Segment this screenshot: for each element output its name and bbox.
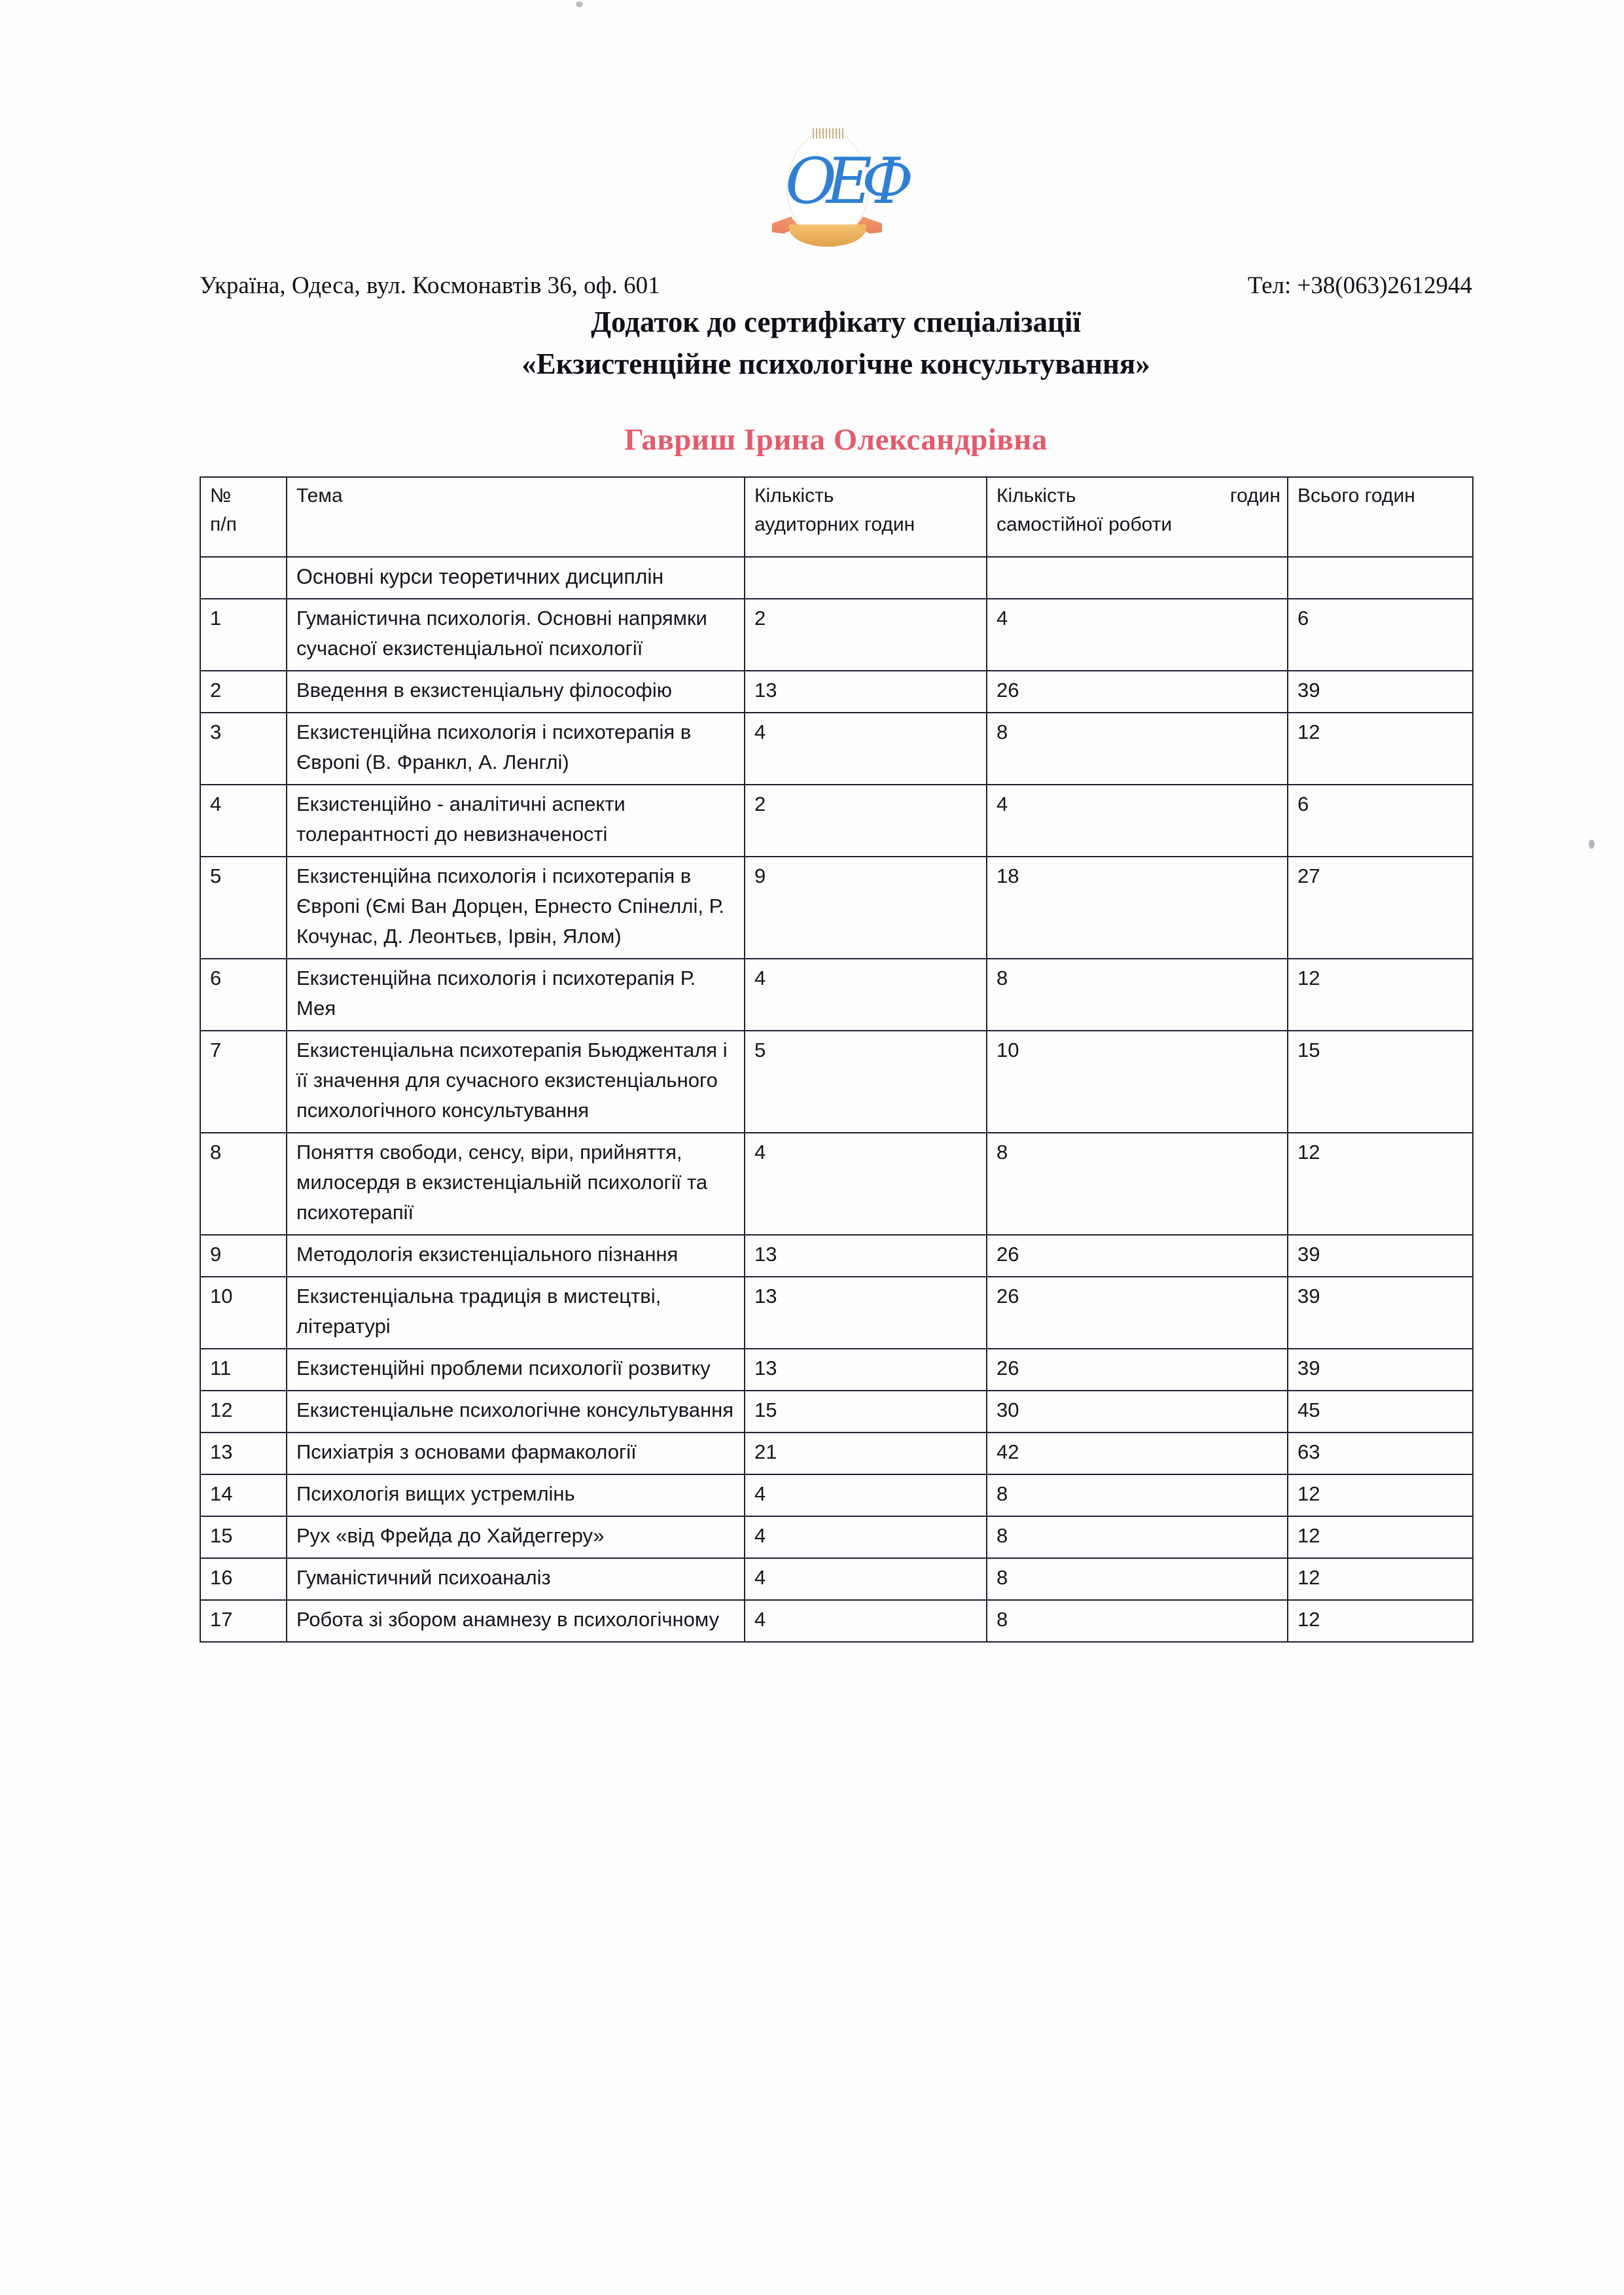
- row-total-hours: 39: [1288, 1235, 1473, 1277]
- column-header-theme: [287, 477, 745, 557]
- row-auditorium-hours: 4: [745, 1516, 987, 1558]
- row-self-study-hours: 26: [987, 1235, 1288, 1277]
- column-header-number-line1: №: [210, 485, 232, 507]
- document-title-line2: «Екзистенційне психологічне консультування»: [521, 347, 1150, 380]
- section-row-total: [1288, 557, 1473, 599]
- section-row-aud: [745, 557, 987, 599]
- address-text: Україна, Одеса, вул. Космонавтів 36, оф. 601: [200, 272, 660, 299]
- row-auditorium-hours: 4: [745, 1474, 987, 1516]
- row-self-study-hours: 8: [987, 1133, 1288, 1235]
- row-total-hours: 27: [1288, 857, 1473, 959]
- row-theme: Екзистенційна психологія і психотерапія в Європі (Ємі Ван Дорцен, Ернесто Спінеллі, Р. Кочунас, Д. Леонтьєв, Ірвін, Ялом): [287, 857, 745, 959]
- row-self-study-hours: 8: [987, 1600, 1288, 1642]
- row-number: 7: [200, 1031, 287, 1133]
- row-theme: Екзистенційна психологія і психотерапія Р. Мея: [287, 959, 745, 1031]
- table-row: [200, 1277, 1473, 1349]
- row-total-hours: 12: [1288, 1516, 1473, 1558]
- row-theme: Методологія екзистенціального пізнання: [287, 1235, 745, 1277]
- row-theme: Екзистенціальна психотерапія Бьюдженталя і її значення для сучасного екзистенціального психологічного консультування: [287, 1031, 745, 1133]
- row-total-hours: 6: [1288, 599, 1473, 671]
- row-auditorium-hours: 13: [745, 1349, 987, 1391]
- column-header-number-line2: п/п: [210, 514, 237, 535]
- row-self-study-hours: 30: [987, 1391, 1288, 1432]
- row-total-hours: 45: [1288, 1391, 1473, 1432]
- column-header-auditorium-hours-line1: Кількість: [754, 485, 834, 507]
- row-theme: Екзистенціальне психологічне консультування: [287, 1391, 745, 1432]
- document-title: [200, 302, 1472, 383]
- table-row: [200, 1474, 1473, 1516]
- table-row: [200, 1031, 1473, 1133]
- row-self-study-hours: 8: [987, 1516, 1288, 1558]
- row-total-hours: 6: [1288, 785, 1473, 857]
- logo-ribbon-icon: [772, 215, 882, 249]
- document-title-line1: Додаток до сертифікату спеціалізації: [591, 306, 1081, 338]
- table-row: [200, 713, 1473, 785]
- row-auditorium-hours: 4: [745, 713, 987, 785]
- table-header-row: [200, 477, 1473, 557]
- contact-line: [200, 272, 1472, 300]
- logo-crown-icon: [813, 128, 844, 139]
- row-self-study-hours: 4: [987, 785, 1288, 857]
- row-auditorium-hours: 4: [745, 1133, 987, 1235]
- curriculum-hours-table: [200, 476, 1474, 1643]
- table-row: [200, 857, 1473, 959]
- row-total-hours: 15: [1288, 1031, 1473, 1133]
- column-header-total-hours-line1: Всього годин: [1297, 485, 1415, 507]
- row-auditorium-hours: 4: [745, 1600, 987, 1642]
- column-header-self-study-hours: [987, 477, 1288, 557]
- row-total-hours: 39: [1288, 671, 1473, 713]
- table-row: [200, 1516, 1473, 1558]
- table-row: [200, 959, 1473, 1031]
- row-auditorium-hours: 4: [745, 959, 987, 1031]
- table-row: [200, 1391, 1473, 1432]
- column-header-self-study-hours-line2: самостійної роботи: [997, 514, 1173, 535]
- row-self-study-hours: 26: [987, 1349, 1288, 1391]
- row-self-study-hours: 8: [987, 1474, 1288, 1516]
- table-row: [200, 785, 1473, 857]
- column-header-self-study-hours-line1: Кількість годин: [997, 485, 1280, 507]
- column-header-auditorium-hours-line2: аудиторних годин: [754, 514, 915, 535]
- row-self-study-hours: 8: [987, 959, 1288, 1031]
- person-name: Гавриш Ірина Олександрівна: [624, 423, 1048, 457]
- row-theme: Введення в екзистенціальну філософію: [287, 671, 745, 713]
- column-header-auditorium-hours: [745, 477, 987, 557]
- table-row: [200, 1558, 1473, 1600]
- column-header-total-hours: [1288, 477, 1473, 557]
- table-row: [200, 1235, 1473, 1277]
- row-number: 10: [200, 1277, 287, 1349]
- table-row: [200, 1600, 1473, 1642]
- row-auditorium-hours: 2: [745, 785, 987, 857]
- row-auditorium-hours: 9: [745, 857, 987, 959]
- table-row: [200, 671, 1473, 713]
- row-total-hours: 12: [1288, 1600, 1473, 1642]
- column-header-number: [200, 477, 287, 557]
- row-total-hours: 39: [1288, 1349, 1473, 1391]
- table-row: [200, 1432, 1473, 1474]
- logo-monogram: ОЕФ: [785, 145, 904, 218]
- row-auditorium-hours: 13: [745, 671, 987, 713]
- row-number: 15: [200, 1516, 287, 1558]
- table-row: [200, 1133, 1473, 1235]
- row-total-hours: 12: [1288, 959, 1473, 1031]
- row-theme: Екзистенційна психологія і психотерапія в Європі (В. Франкл, А. Ленглі): [287, 713, 745, 785]
- row-total-hours: 39: [1288, 1277, 1473, 1349]
- row-total-hours: 63: [1288, 1432, 1473, 1474]
- row-auditorium-hours: 21: [745, 1432, 987, 1474]
- logo-ribbon-band: [789, 224, 866, 247]
- row-self-study-hours: 42: [987, 1432, 1288, 1474]
- row-number: 12: [200, 1391, 287, 1432]
- row-theme: Поняття свободи, сенсу, віри, прийняття, милосердя в екзистенціальній психології та психотерапії: [287, 1133, 745, 1235]
- row-self-study-hours: 4: [987, 599, 1288, 671]
- row-auditorium-hours: 13: [745, 1277, 987, 1349]
- row-number: 5: [200, 857, 287, 959]
- row-number: 11: [200, 1349, 287, 1391]
- row-theme: Психологія вищих устремлінь: [287, 1474, 745, 1516]
- section-row-title: Основні курси теоретичних дисциплін: [287, 557, 745, 599]
- phone-text: Тел: +38(063)2612944: [1247, 272, 1472, 299]
- institute-emblem-logo: [752, 128, 904, 262]
- row-number: 17: [200, 1600, 287, 1642]
- row-number: 6: [200, 959, 287, 1031]
- row-number: 13: [200, 1432, 287, 1474]
- row-auditorium-hours: 4: [745, 1558, 987, 1600]
- row-auditorium-hours: 5: [745, 1031, 987, 1133]
- column-header-theme-line1: Тема: [296, 485, 343, 507]
- row-theme: Гуманістична психологія. Основні напрямки сучасної екзистенціальної психології: [287, 599, 745, 671]
- scan-artifact-speck: [576, 1, 583, 7]
- row-self-study-hours: 18: [987, 857, 1288, 959]
- row-self-study-hours: 26: [987, 1277, 1288, 1349]
- table-body: [200, 557, 1473, 1642]
- row-theme: Екзистенційні проблеми психології розвитку: [287, 1349, 745, 1391]
- row-auditorium-hours: 13: [745, 1235, 987, 1277]
- row-auditorium-hours: 2: [745, 599, 987, 671]
- row-number: 4: [200, 785, 287, 857]
- row-theme: Психіатрія з основами фармакології: [287, 1432, 745, 1474]
- row-number: 14: [200, 1474, 287, 1516]
- section-row-number: [200, 557, 287, 599]
- row-auditorium-hours: 15: [745, 1391, 987, 1432]
- table-row: [200, 599, 1473, 671]
- row-self-study-hours: 8: [987, 1558, 1288, 1600]
- table-row: [200, 1349, 1473, 1391]
- row-number: 9: [200, 1235, 287, 1277]
- row-theme: Рух «від Фрейда до Хайдеггеру»: [287, 1516, 745, 1558]
- row-theme: Гуманістичний психоаналіз: [287, 1558, 745, 1600]
- scan-artifact-speck: [1589, 840, 1595, 849]
- row-total-hours: 12: [1288, 713, 1473, 785]
- row-number: 2: [200, 671, 287, 713]
- section-row-self: [987, 557, 1288, 599]
- row-number: 16: [200, 1558, 287, 1600]
- table-section-row: [200, 557, 1473, 599]
- row-total-hours: 12: [1288, 1474, 1473, 1516]
- row-number: 3: [200, 713, 287, 785]
- row-number: 8: [200, 1133, 287, 1235]
- row-total-hours: 12: [1288, 1558, 1473, 1600]
- row-theme: Робота зі збором анамнезу в психологічному: [287, 1600, 745, 1642]
- row-total-hours: 12: [1288, 1133, 1473, 1235]
- row-theme: Екзистенційно - аналітичні аспекти толерантності до невизначеності: [287, 785, 745, 857]
- row-number: 1: [200, 599, 287, 671]
- row-theme: Екзистенціальна традиція в мистецтві, літературі: [287, 1277, 745, 1349]
- row-self-study-hours: 8: [987, 713, 1288, 785]
- row-self-study-hours: 26: [987, 671, 1288, 713]
- row-self-study-hours: 10: [987, 1031, 1288, 1133]
